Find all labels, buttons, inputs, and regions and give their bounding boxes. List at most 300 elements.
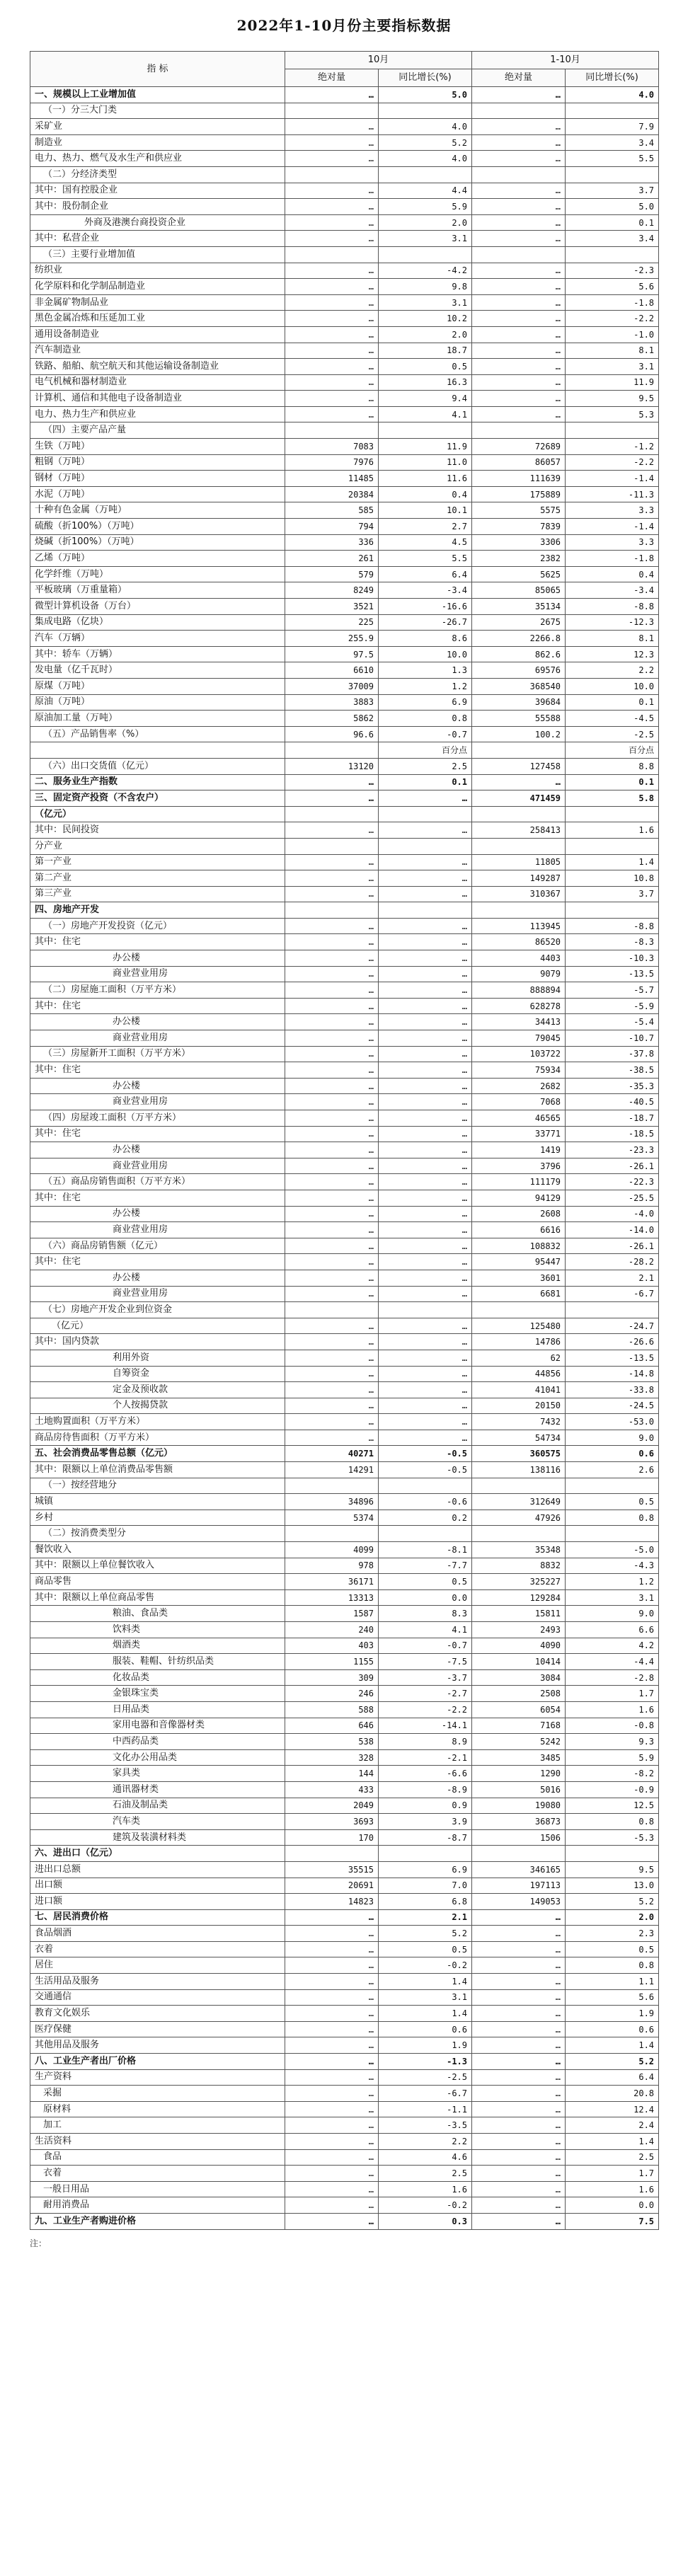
oct-absolute-cell: … bbox=[285, 1350, 379, 1366]
ytd-yoy-cell: -2.2 bbox=[566, 454, 659, 471]
table-row bbox=[30, 1206, 659, 1222]
oct-yoy-cell: … bbox=[379, 1206, 472, 1222]
table-row bbox=[30, 1318, 659, 1334]
oct-absolute-cell: 97.5 bbox=[285, 646, 379, 662]
oct-yoy-cell: -26.7 bbox=[379, 614, 472, 631]
table-row bbox=[30, 1190, 659, 1206]
oct-yoy-cell: -1.1 bbox=[379, 2101, 472, 2117]
ytd-absolute-cell: 75934 bbox=[472, 1062, 566, 1079]
oct-yoy-cell: … bbox=[379, 870, 472, 887]
ytd-absolute-cell: … bbox=[472, 2037, 566, 2054]
table-row bbox=[30, 1814, 659, 1830]
oct-yoy-cell: 8.3 bbox=[379, 1606, 472, 1622]
indicator-name-cell: 土地购置面积（万平方米） bbox=[30, 1414, 285, 1430]
oct-absolute-cell: … bbox=[285, 1062, 379, 1079]
ytd-yoy-cell bbox=[566, 1846, 659, 1862]
ytd-yoy-cell: 5.0 bbox=[566, 199, 659, 215]
oct-absolute-cell: … bbox=[285, 1254, 379, 1270]
ytd-yoy-cell: 4.0 bbox=[566, 87, 659, 103]
oct-absolute-cell: … bbox=[285, 1078, 379, 1094]
ytd-absolute-cell bbox=[472, 1526, 566, 1542]
oct-yoy-cell: 2.0 bbox=[379, 214, 472, 231]
indicator-name-cell: 办公楼 bbox=[30, 1014, 285, 1030]
oct-absolute-cell: 1155 bbox=[285, 1654, 379, 1670]
ytd-absolute-cell: 10414 bbox=[472, 1654, 566, 1670]
table-row bbox=[30, 1158, 659, 1174]
oct-absolute-cell: … bbox=[285, 1142, 379, 1158]
ytd-absolute-cell: … bbox=[472, 326, 566, 343]
oct-yoy-cell bbox=[379, 838, 472, 854]
table-row bbox=[30, 1542, 659, 1558]
indicator-name-cell: 汽车制造业 bbox=[30, 343, 285, 359]
indicator-name-cell: 食品 bbox=[30, 2149, 285, 2166]
table-row bbox=[30, 1894, 659, 1910]
indicator-name-cell: （六）商品房销售额（亿元） bbox=[30, 1238, 285, 1254]
indicator-name-cell: （四）主要产品产量 bbox=[30, 422, 285, 439]
ytd-absolute-cell: … bbox=[472, 374, 566, 391]
indicator-name-cell: 其中：限额以上单位商品零售 bbox=[30, 1589, 285, 1606]
indicator-name-cell: 商业营业用房 bbox=[30, 966, 285, 982]
oct-absolute-cell: 585 bbox=[285, 502, 379, 519]
ytd-yoy-cell: 3.4 bbox=[566, 231, 659, 247]
ytd-absolute-cell: … bbox=[472, 119, 566, 135]
ytd-yoy-cell bbox=[566, 838, 659, 854]
indicator-name-cell: 一般日用品 bbox=[30, 2181, 285, 2197]
ytd-absolute-cell: 5016 bbox=[472, 1781, 566, 1798]
table-row bbox=[30, 263, 659, 279]
oct-absolute-cell bbox=[285, 1846, 379, 1862]
ytd-yoy-cell: -5.3 bbox=[566, 1829, 659, 1846]
ytd-absolute-cell: 5625 bbox=[472, 566, 566, 582]
indicator-name-cell: 餐饮收入 bbox=[30, 1542, 285, 1558]
ytd-column-group-header: 1-10月 bbox=[472, 52, 659, 69]
table-row bbox=[30, 1302, 659, 1318]
table-row bbox=[30, 2037, 659, 2054]
ytd-yoy-cell: -8.3 bbox=[566, 934, 659, 950]
table-row bbox=[30, 1366, 659, 1382]
table-row bbox=[30, 1589, 659, 1606]
indicator-name-cell: 其中：国内贷款 bbox=[30, 1334, 285, 1350]
oct-absolute-cell: … bbox=[285, 1382, 379, 1398]
oct-absolute-cell: … bbox=[285, 1926, 379, 1942]
footnotes bbox=[30, 2237, 658, 2288]
indicator-name-cell: 四、房地产开发 bbox=[30, 902, 285, 919]
oct-absolute-cell bbox=[285, 1478, 379, 1494]
ytd-absolute-cell: 55588 bbox=[472, 711, 566, 727]
table-row bbox=[30, 1062, 659, 1079]
oct-absolute-cell: 13120 bbox=[285, 758, 379, 774]
indicator-name-cell: 烟酒类 bbox=[30, 1638, 285, 1654]
indicator-name-cell: 办公楼 bbox=[30, 950, 285, 967]
table-row bbox=[30, 2021, 659, 2037]
oct-yoy-cell: … bbox=[379, 1382, 472, 1398]
oct-yoy-cell: 9.8 bbox=[379, 279, 472, 295]
ytd-yoy-cell: -8.8 bbox=[566, 918, 659, 934]
indicator-name-cell: 水泥（万吨） bbox=[30, 486, 285, 502]
ytd-yoy-cell: 1.7 bbox=[566, 1686, 659, 1702]
ytd-absolute-cell: … bbox=[472, 2134, 566, 2150]
ytd-absolute-cell: 46565 bbox=[472, 1110, 566, 1127]
ytd-yoy-cell: 10.0 bbox=[566, 678, 659, 694]
oct-absolute-cell: 246 bbox=[285, 1686, 379, 1702]
indicator-name-cell: 汽车类 bbox=[30, 1814, 285, 1830]
indicator-name-cell: 商品零售 bbox=[30, 1574, 285, 1590]
indicator-name-cell: （二）分经济类型 bbox=[30, 166, 285, 183]
oct-absolute-cell: 3521 bbox=[285, 599, 379, 615]
oct-yoy-cell: 1.9 bbox=[379, 2037, 472, 2054]
oct-yoy-cell: -4.2 bbox=[379, 263, 472, 279]
oct-absolute-cell: … bbox=[285, 918, 379, 934]
oct-absolute-cell: 240 bbox=[285, 1622, 379, 1638]
oct-absolute-header: 绝对量 bbox=[285, 69, 379, 87]
oct-absolute-cell: 4099 bbox=[285, 1542, 379, 1558]
table-row bbox=[30, 391, 659, 407]
table-row bbox=[30, 822, 659, 839]
oct-yoy-cell: … bbox=[379, 1222, 472, 1238]
indicator-name-cell: （四）房屋竣工面积（万平方米） bbox=[30, 1110, 285, 1127]
oct-absolute-cell: … bbox=[285, 311, 379, 327]
indicator-name-cell: 其中：私营企业 bbox=[30, 231, 285, 247]
oct-yoy-cell bbox=[379, 1478, 472, 1494]
ytd-absolute-cell bbox=[472, 103, 566, 119]
table-row bbox=[30, 1110, 659, 1127]
oct-yoy-cell: 4.0 bbox=[379, 151, 472, 167]
table-row bbox=[30, 519, 659, 535]
oct-absolute-cell: … bbox=[285, 406, 379, 422]
table-row bbox=[30, 151, 659, 167]
ytd-yoy-cell: 3.1 bbox=[566, 1589, 659, 1606]
ytd-absolute-cell: … bbox=[472, 199, 566, 215]
indicator-name-cell: 城镇 bbox=[30, 1494, 285, 1510]
table-row bbox=[30, 918, 659, 934]
oct-yoy-cell bbox=[379, 246, 472, 263]
ytd-absolute-cell: 108832 bbox=[472, 1238, 566, 1254]
oct-yoy-cell: -0.2 bbox=[379, 1957, 472, 1974]
oct-absolute-cell bbox=[285, 1302, 379, 1318]
ytd-absolute-cell: 3601 bbox=[472, 1270, 566, 1286]
oct-yoy-cell: … bbox=[379, 1062, 472, 1079]
ytd-absolute-cell: … bbox=[472, 406, 566, 422]
ytd-yoy-cell: 0.6 bbox=[566, 2021, 659, 2037]
ytd-absolute-cell: … bbox=[472, 359, 566, 375]
oct-yoy-cell: … bbox=[379, 1430, 472, 1446]
ytd-absolute-cell: … bbox=[472, 391, 566, 407]
indicator-name-cell: 其中：股份制企业 bbox=[30, 199, 285, 215]
indicator-name-cell: 衣着 bbox=[30, 1941, 285, 1957]
ytd-yoy-cell: 20.8 bbox=[566, 2086, 659, 2102]
indicator-name-cell: 第二产业 bbox=[30, 870, 285, 887]
oct-absolute-cell: … bbox=[285, 183, 379, 199]
ytd-absolute-cell: 3084 bbox=[472, 1669, 566, 1686]
oct-yoy-cell: … bbox=[379, 1126, 472, 1142]
ytd-yoy-cell: -5.0 bbox=[566, 1542, 659, 1558]
oct-yoy-cell: … bbox=[379, 918, 472, 934]
table-row bbox=[30, 1478, 659, 1494]
indicator-name-cell: 日用品类 bbox=[30, 1701, 285, 1718]
ytd-yoy-cell: -26.1 bbox=[566, 1238, 659, 1254]
oct-yoy-cell: -0.7 bbox=[379, 726, 472, 742]
oct-absolute-cell: … bbox=[285, 199, 379, 215]
ytd-absolute-cell: 72689 bbox=[472, 439, 566, 455]
ytd-yoy-cell: 1.4 bbox=[566, 854, 659, 870]
ytd-yoy-cell: -5.7 bbox=[566, 982, 659, 999]
table-row bbox=[30, 2181, 659, 2197]
ytd-absolute-cell bbox=[472, 422, 566, 439]
indicator-name-cell: 金银珠宝类 bbox=[30, 1686, 285, 1702]
table-row bbox=[30, 1382, 659, 1398]
ytd-yoy-cell: -18.7 bbox=[566, 1110, 659, 1127]
ytd-yoy-cell bbox=[566, 902, 659, 919]
table-row bbox=[30, 1941, 659, 1957]
ytd-yoy-cell: -2.8 bbox=[566, 1669, 659, 1686]
ytd-absolute-cell: 471459 bbox=[472, 790, 566, 807]
oct-yoy-cell: 6.9 bbox=[379, 1861, 472, 1878]
oct-yoy-cell: 2.0 bbox=[379, 326, 472, 343]
table-row bbox=[30, 1334, 659, 1350]
table-row bbox=[30, 439, 659, 455]
indicator-name-cell: （一）房地产开发投资（亿元） bbox=[30, 918, 285, 934]
ytd-absolute-cell: 33771 bbox=[472, 1126, 566, 1142]
table-row bbox=[30, 1909, 659, 1926]
oct-absolute-cell: 3693 bbox=[285, 1814, 379, 1830]
ytd-absolute-cell: … bbox=[472, 2149, 566, 2166]
oct-yoy-header: 同比增长(%) bbox=[379, 69, 472, 87]
table-row bbox=[30, 886, 659, 902]
oct-yoy-cell: 4.6 bbox=[379, 2149, 472, 2166]
indicator-name-cell: 通讯器材类 bbox=[30, 1781, 285, 1798]
oct-absolute-cell: 13313 bbox=[285, 1589, 379, 1606]
oct-absolute-cell: 35515 bbox=[285, 1861, 379, 1878]
indicator-name-cell: 办公楼 bbox=[30, 1078, 285, 1094]
oct-absolute-cell: 11485 bbox=[285, 471, 379, 487]
oct-yoy-cell bbox=[379, 1526, 472, 1542]
ytd-yoy-cell: 9.5 bbox=[566, 1861, 659, 1878]
oct-absolute-cell: … bbox=[285, 1094, 379, 1110]
indicator-name-cell: 建筑及装潢材料类 bbox=[30, 1829, 285, 1846]
oct-absolute-cell: … bbox=[285, 1430, 379, 1446]
oct-absolute-cell: 14291 bbox=[285, 1462, 379, 1478]
oct-yoy-cell: 3.1 bbox=[379, 231, 472, 247]
oct-yoy-cell: -0.5 bbox=[379, 1462, 472, 1478]
table-row bbox=[30, 774, 659, 790]
oct-yoy-cell: … bbox=[379, 966, 472, 982]
oct-yoy-cell: -2.1 bbox=[379, 1749, 472, 1766]
oct-yoy-cell: 0.5 bbox=[379, 1574, 472, 1590]
oct-absolute-cell: 3883 bbox=[285, 694, 379, 711]
indicator-name-cell: 原油（万吨） bbox=[30, 694, 285, 711]
ytd-yoy-cell: 2.0 bbox=[566, 1909, 659, 1926]
oct-absolute-cell: … bbox=[285, 1190, 379, 1206]
oct-yoy-cell: -2.2 bbox=[379, 1701, 472, 1718]
indicator-name-cell: 商业营业用房 bbox=[30, 1222, 285, 1238]
indicator-name-cell: 医疗保健 bbox=[30, 2021, 285, 2037]
oct-yoy-cell: … bbox=[379, 1366, 472, 1382]
table-row bbox=[30, 2213, 659, 2229]
oct-absolute-cell: … bbox=[285, 2069, 379, 2086]
table-row bbox=[30, 599, 659, 615]
ytd-absolute-cell: 86057 bbox=[472, 454, 566, 471]
oct-yoy-cell: -8.7 bbox=[379, 1829, 472, 1846]
ytd-absolute-cell: 54734 bbox=[472, 1430, 566, 1446]
table-row bbox=[30, 998, 659, 1014]
ytd-absolute-cell: … bbox=[472, 2069, 566, 2086]
oct-absolute-cell: … bbox=[285, 1014, 379, 1030]
oct-yoy-cell: 4.4 bbox=[379, 183, 472, 199]
table-row bbox=[30, 199, 659, 215]
oct-yoy-cell: 11.0 bbox=[379, 454, 472, 471]
ytd-yoy-cell: -4.4 bbox=[566, 1654, 659, 1670]
indicator-name-cell: 商品房待售面积（万平方米） bbox=[30, 1430, 285, 1446]
oct-absolute-cell: … bbox=[285, 1030, 379, 1047]
oct-yoy-cell: … bbox=[379, 1190, 472, 1206]
table-row bbox=[30, 326, 659, 343]
oct-yoy-cell: 1.4 bbox=[379, 2006, 472, 2022]
ytd-absolute-cell: 94129 bbox=[472, 1190, 566, 1206]
oct-absolute-cell: … bbox=[285, 2101, 379, 2117]
table-row bbox=[30, 2149, 659, 2166]
table-row bbox=[30, 1718, 659, 1734]
table-row bbox=[30, 551, 659, 567]
oct-yoy-cell: -0.5 bbox=[379, 1446, 472, 1462]
oct-yoy-cell: 10.1 bbox=[379, 502, 472, 519]
table-row bbox=[30, 1126, 659, 1142]
oct-absolute-cell: … bbox=[285, 263, 379, 279]
table-row bbox=[30, 166, 659, 183]
table-row bbox=[30, 1526, 659, 1542]
ytd-yoy-cell: 0.0 bbox=[566, 2197, 659, 2214]
ytd-yoy-cell: -0.8 bbox=[566, 1718, 659, 1734]
oct-absolute-cell: … bbox=[285, 2149, 379, 2166]
oct-absolute-cell: … bbox=[285, 1270, 379, 1286]
ytd-absolute-cell: 35134 bbox=[472, 599, 566, 615]
oct-yoy-cell: 2.7 bbox=[379, 519, 472, 535]
oct-yoy-cell: 4.0 bbox=[379, 119, 472, 135]
ytd-absolute-cell: 7168 bbox=[472, 1718, 566, 1734]
ytd-yoy-cell: 5.3 bbox=[566, 406, 659, 422]
oct-absolute-cell: … bbox=[285, 1318, 379, 1334]
ytd-absolute-cell: 2382 bbox=[472, 551, 566, 567]
indicator-name-cell: 商业营业用房 bbox=[30, 1158, 285, 1174]
table-row bbox=[30, 1030, 659, 1047]
indicator-name-cell: 家用电器和音像器材类 bbox=[30, 1718, 285, 1734]
oct-absolute-cell: … bbox=[285, 326, 379, 343]
table-row bbox=[30, 311, 659, 327]
oct-absolute-cell: … bbox=[285, 2086, 379, 2102]
oct-absolute-cell bbox=[285, 838, 379, 854]
indicator-name-cell: 服装、鞋帽、针纺织品类 bbox=[30, 1654, 285, 1670]
oct-absolute-cell bbox=[285, 103, 379, 119]
table-row bbox=[30, 614, 659, 631]
ytd-yoy-cell: 0.5 bbox=[566, 1494, 659, 1510]
oct-yoy-cell: 8.6 bbox=[379, 631, 472, 647]
oct-yoy-cell: -1.3 bbox=[379, 2054, 472, 2070]
ytd-absolute-cell: … bbox=[472, 1941, 566, 1957]
ytd-yoy-cell: 1.4 bbox=[566, 2037, 659, 2054]
ytd-absolute-cell: 39684 bbox=[472, 694, 566, 711]
oct-yoy-cell: 11.6 bbox=[379, 471, 472, 487]
oct-yoy-cell: 5.0 bbox=[379, 87, 472, 103]
table-row bbox=[30, 982, 659, 999]
table-row bbox=[30, 119, 659, 135]
oct-yoy-cell: -7.5 bbox=[379, 1654, 472, 1670]
table-row bbox=[30, 246, 659, 263]
table-row bbox=[30, 742, 659, 759]
ytd-yoy-cell: 0.1 bbox=[566, 774, 659, 790]
oct-absolute-cell: 255.9 bbox=[285, 631, 379, 647]
table-row bbox=[30, 1974, 659, 1990]
ytd-yoy-cell: 6.4 bbox=[566, 2069, 659, 2086]
ytd-absolute-cell: 149287 bbox=[472, 870, 566, 887]
ytd-yoy-cell: 9.3 bbox=[566, 1734, 659, 1750]
oct-yoy-cell: … bbox=[379, 1318, 472, 1334]
oct-yoy-cell: 4.1 bbox=[379, 1622, 472, 1638]
ytd-yoy-cell: -1.0 bbox=[566, 326, 659, 343]
oct-yoy-cell: … bbox=[379, 1158, 472, 1174]
ytd-absolute-cell: 86520 bbox=[472, 934, 566, 950]
oct-yoy-cell: … bbox=[379, 1174, 472, 1190]
ytd-absolute-cell bbox=[472, 838, 566, 854]
indicator-name-cell: 电气机械和器材制造业 bbox=[30, 374, 285, 391]
oct-absolute-cell: 2049 bbox=[285, 1798, 379, 1814]
table-row bbox=[30, 1094, 659, 1110]
indicator-name-cell: 采掘 bbox=[30, 2086, 285, 2102]
oct-yoy-cell: -3.4 bbox=[379, 582, 472, 599]
ytd-absolute-cell: … bbox=[472, 2213, 566, 2229]
table-row bbox=[30, 2101, 659, 2117]
ytd-yoy-cell: 2.2 bbox=[566, 662, 659, 679]
oct-yoy-cell: … bbox=[379, 1238, 472, 1254]
table-row bbox=[30, 183, 659, 199]
oct-yoy-cell: … bbox=[379, 886, 472, 902]
oct-yoy-cell: … bbox=[379, 934, 472, 950]
ytd-yoy-cell: 13.0 bbox=[566, 1878, 659, 1894]
oct-yoy-cell: 0.5 bbox=[379, 359, 472, 375]
indicator-name-cell: 生铁（万吨） bbox=[30, 439, 285, 455]
table-row bbox=[30, 726, 659, 742]
indicator-name-cell: 其中：限额以上单位餐饮收入 bbox=[30, 1558, 285, 1574]
oct-yoy-cell bbox=[379, 902, 472, 919]
ytd-yoy-cell: 9.0 bbox=[566, 1606, 659, 1622]
oct-absolute-cell: … bbox=[285, 359, 379, 375]
ytd-yoy-cell: 8.1 bbox=[566, 631, 659, 647]
table-row bbox=[30, 790, 659, 807]
ytd-absolute-cell: 11805 bbox=[472, 854, 566, 870]
ytd-yoy-cell: -2.3 bbox=[566, 263, 659, 279]
ytd-yoy-cell: 1.7 bbox=[566, 2166, 659, 2182]
ytd-absolute-cell: … bbox=[472, 279, 566, 295]
oct-yoy-cell: … bbox=[379, 1270, 472, 1286]
oct-absolute-cell: 225 bbox=[285, 614, 379, 631]
ytd-yoy-cell: -3.4 bbox=[566, 582, 659, 599]
oct-yoy-cell bbox=[379, 103, 472, 119]
table-row bbox=[30, 1046, 659, 1062]
oct-absolute-cell: 34896 bbox=[285, 1494, 379, 1510]
ytd-absolute-cell: … bbox=[472, 1926, 566, 1942]
oct-absolute-cell: … bbox=[285, 1957, 379, 1974]
ytd-absolute-cell: … bbox=[472, 2166, 566, 2182]
table-row bbox=[30, 1558, 659, 1574]
oct-yoy-cell: -2.5 bbox=[379, 2069, 472, 2086]
ytd-yoy-cell: 2.3 bbox=[566, 1926, 659, 1942]
oct-absolute-cell: … bbox=[285, 151, 379, 167]
indicator-name-cell: 烧碱（折100%）（万吨） bbox=[30, 534, 285, 551]
ytd-absolute-cell: … bbox=[472, 134, 566, 151]
indicator-name-cell: 外商及港澳台商投资企业 bbox=[30, 214, 285, 231]
table-row bbox=[30, 1957, 659, 1974]
ytd-absolute-cell: 44856 bbox=[472, 1366, 566, 1382]
table-row bbox=[30, 1878, 659, 1894]
ytd-yoy-cell: -12.3 bbox=[566, 614, 659, 631]
